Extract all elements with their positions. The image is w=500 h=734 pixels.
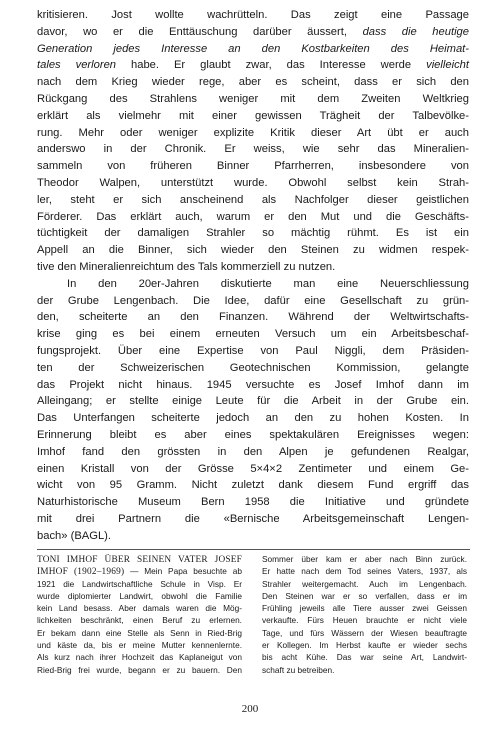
text-line: rung. Mehr oder weniger explizite Kritik dieser Art übt er auch: [37, 126, 469, 139]
text-line: Erinnerung bleibt es aber eines spektakulären Ereignisses wegen:: [37, 428, 469, 441]
note-line: und käste da, bis er meine Mutter kennenlernte.: [37, 640, 242, 651]
text-line: Alleingang; er stellte einige Leute für die Arbeit in der Grube ein.: [37, 395, 469, 408]
note-line: 1921 die Landwirtschaftliche Schule in Visp. Er: [37, 578, 242, 589]
text-line: tive den Mineralienreichtum des Tals kommerziell zu nutzen.: [37, 260, 336, 273]
note-line: kein Land besass. Aber damals waren die Mög-: [37, 603, 242, 614]
text-line: anderswo in der Chronik. Er weiss, wie sehr das Mineralien-: [37, 143, 469, 156]
text-line: tales verloren habe. Er glaubt zwar, das Interesse werde vielleicht: [37, 59, 469, 72]
text-line: einen Kristall von der Grösse 5×4×2 Zentimeter und einem Ge-: [37, 462, 469, 475]
note-line: Ried-Brig frei wurde, begann er zu bauern. Den: [37, 664, 242, 675]
text-line: In den 20er-Jahren diskutierte man eine Neuerschliessung: [67, 277, 469, 290]
note-heading: IMHOF (1902–1969): [37, 567, 125, 578]
text-line: erklärt als vielmehr mit einer gewissen Trägheit der Talbevölke-: [37, 109, 469, 122]
text-line: nach dem Krieg wieder rege, aber es scheint, dass er sich den: [37, 76, 469, 89]
text-line: mit drei Partnern die «Bernische Arbeitsgemeinschaft Lengen-: [37, 512, 469, 525]
note-line: verkaufte. Fürs Heuen brauchte er nicht viele: [262, 615, 467, 626]
note-line: Strahler weitergemacht. Auch im Lengenbach.: [262, 578, 467, 589]
note-line: [37, 553, 242, 565]
text-line: sammeln von früheren Binner Pfarrherren, insbesondere von: [37, 160, 469, 173]
note-line: Tage, und fürs Wässern der Wiesen beauftragte: [262, 627, 467, 638]
text-line: fungsprojekt. Über eine Expertise von Paul Niggli, dem Präsiden-: [37, 344, 469, 357]
note-line: Als kurz nach ihrer Hochzeit das Kaplaneigut von: [37, 652, 242, 663]
text-line: Imhof fand den grössten in den Alpen je gefundenen Realgar,: [37, 445, 469, 458]
note-line: schaft zu betreiben.: [262, 664, 335, 675]
note-line: Sommer über kam er aber nach Binn zurück.: [262, 554, 467, 564]
text-line: bach» (BAGL).: [37, 529, 111, 542]
text-line: davor, wo er die Enttäuschung darüber äussert, dass die heutige: [37, 25, 470, 38]
text-line: tüchtigkeit der damaligen Strahler so mächtig rühmt. Es ist ein: [37, 227, 469, 240]
footnote-divider: [37, 549, 470, 550]
text-line: Theodor Walpen, unterstützt wurde. Obwohl selbst kein Strah-: [37, 176, 469, 189]
note-line: IMHOF (1902–1969) — Mein Papa besuchte ab: [37, 566, 242, 578]
note-line: lichkeiten beschränkt, einen Beruf zu erlernen.: [37, 615, 242, 626]
page-number: 200: [241, 703, 259, 715]
text-line: Rückgang des Strahlens weniger mit dem Zweiten Weltkrieg: [37, 92, 469, 105]
main-text-column: [37, 7, 469, 545]
text-line: ten der Schweizerischen Geotechnischen Kommission, gelangte: [37, 361, 469, 374]
text-line: krise ging es bei einem erneuten Versuch um ein Arbeitsbeschaf-: [37, 328, 469, 341]
text-line: wicht von 95 Gramm. Nicht zuletzt dank diesem Fund ergriff das: [37, 479, 469, 492]
text-line: Naturhistorische Museum Bern 1958 die Initiative und gründete: [37, 496, 469, 509]
text-line: Generation jedes Interesse an den Kostbarkeiten des Heimat-: [37, 42, 469, 55]
text-line: kritisieren. Jost wollte wachrütteln. Das zeigt eine Passage: [37, 9, 469, 21]
text-line: Förderer. Das erklärt auch, warum er den Mut und die Geschäfts-: [37, 210, 469, 223]
note-line: er Kollegen. Im Herbst kaufte er wieder sechs: [262, 640, 467, 651]
text-line: Das Unterfangen scheiterte jedoch an den zu hohen Kosten. In: [37, 412, 469, 425]
note-line: bis acht Kühe. Das war seine Art, Landwirt-: [262, 652, 467, 663]
note-line: Er bekam dann eine Stelle als Senn in Ried-Brig: [37, 627, 242, 638]
sidenote-left-column: [37, 553, 242, 676]
text-line: den, scheiterte an den Finanzen. Während der Weltwirtschafts-: [37, 311, 469, 324]
note-heading: TONI IMHOF ÜBER SEINEN VATER JOSEF: [37, 555, 242, 565]
note-line: Frühling jeweils alle Tiere ausser zwei Geissen: [262, 603, 467, 614]
text-line: ler, steht er sich anscheinend als Nachfolger dieser geistlichen: [37, 193, 469, 206]
sidenote-right-column: [262, 553, 467, 676]
note-line: Er hatte nach dem Tod seines Vaters, 1937, als: [262, 566, 467, 577]
text-line: das Projekt nicht hinaus. 1945 versuchte es Josef Imhof dann im: [37, 378, 469, 391]
note-line: wurde diplomierter Landwirt, obwohl die Familie: [37, 590, 242, 601]
note-line: Den Steinen war er so verfallen, dass er im: [262, 590, 467, 601]
text-line: der Grube Lengenbach. Die Idee, dafür eine Gesellschaft zu grün-: [37, 294, 469, 307]
text-line: Appell an die Binner, sich wieder den Steinen zu widmen respek-: [37, 244, 469, 257]
